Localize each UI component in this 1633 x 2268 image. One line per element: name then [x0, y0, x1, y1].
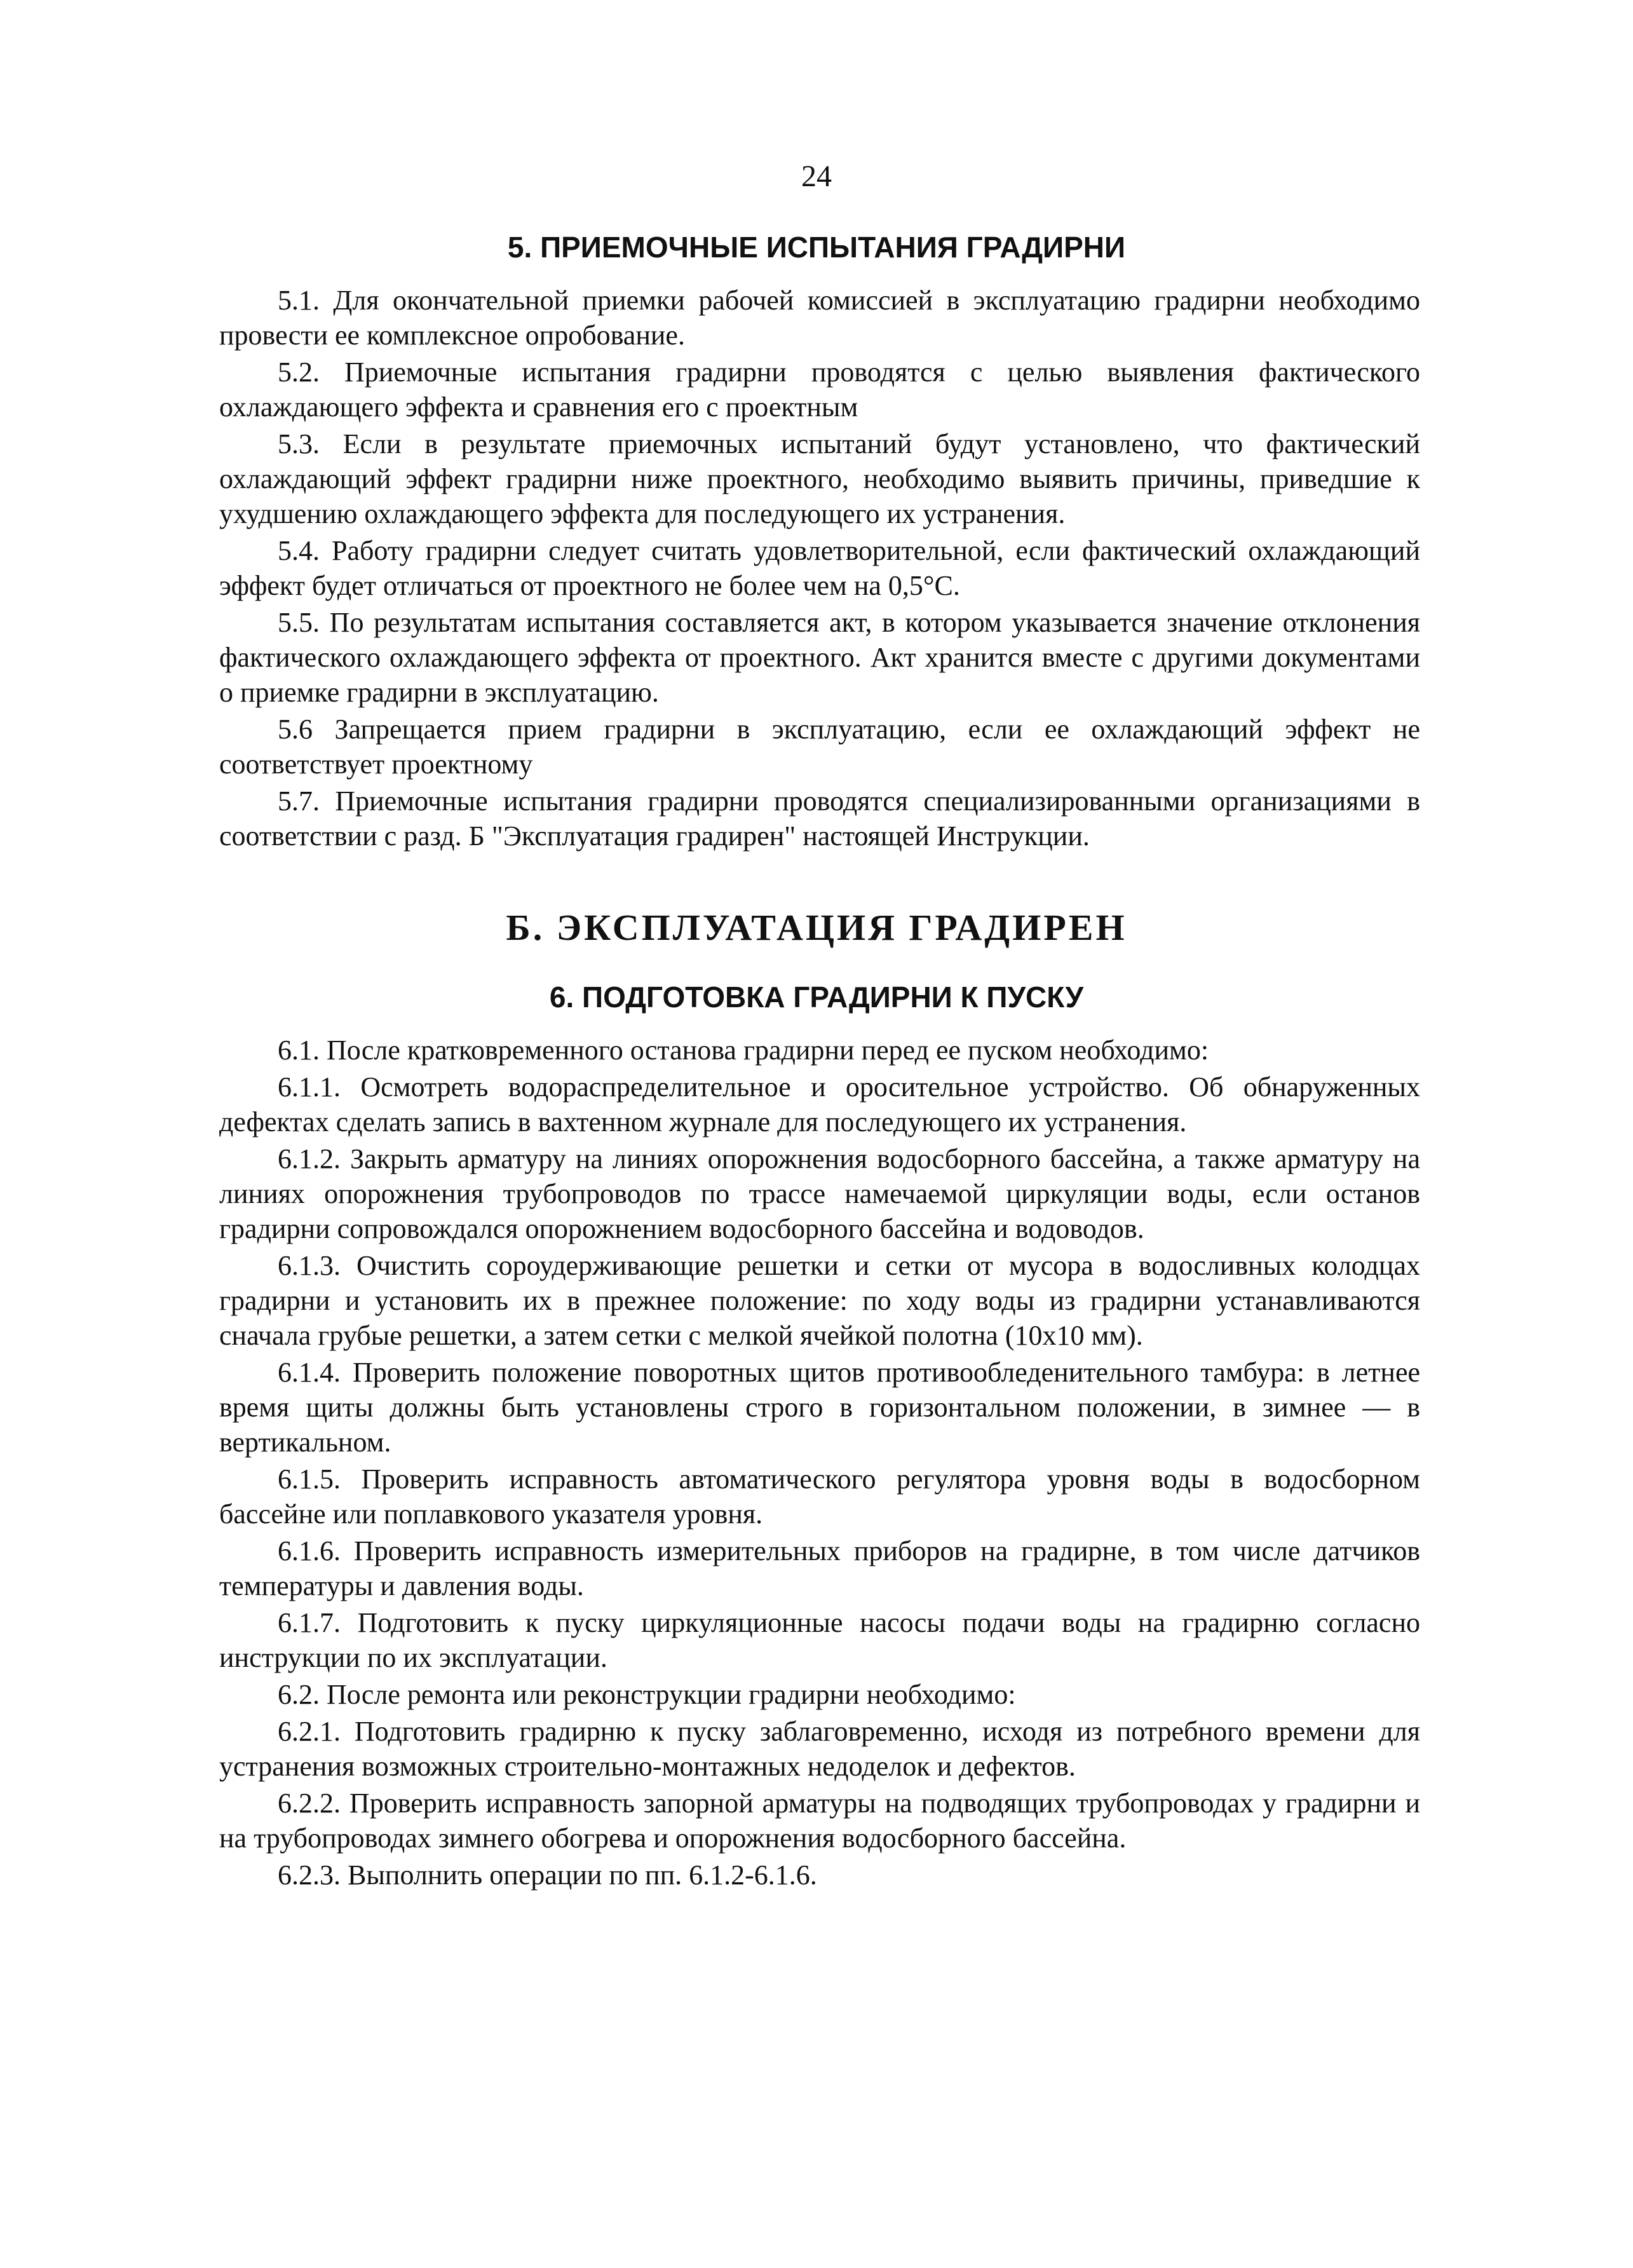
paragraph-6-1-1: 6.1.1. Осмотреть водораспределительное и оросительное устройство. Об обнаруженных дефектах сделать запись в вахтенном журнале для последующего их устранения. — [219, 1071, 1420, 1137]
section-5-body — [219, 283, 1420, 855]
paragraph-5-3: 5.3. Если в результате приемочных испытаний будут установлено, что фактический охлаждающий эффект градирни ниже проектного, необходимо выявить причины, приведшие к ухудшению охлаждающего эффекта для последующего их устранения. — [219, 428, 1420, 529]
paragraph-6-1: 6.1. После кратковременного останова градирни перед ее пуском необходимо: — [278, 1035, 1209, 1066]
paragraph-5-7: 5.7. Приемочные испытания градирни проводятся специализированными организациями в соответствии с разд. Б "Эксплуатация градирен" настоящей Инструкции. — [219, 785, 1420, 852]
paragraph-6-1-6: 6.1.6. Проверить исправность измерительных приборов на градирне, в том числе датчиков температуры и давления воды. — [219, 1535, 1420, 1601]
paragraph-5-6: 5.6 Запрещается прием градирни в эксплуатацию, если ее охлаждающий эффект не соответствует проектному — [219, 714, 1420, 780]
section-5-heading: 5. ПРИЕМОЧНЫЕ ИСПЫТАНИЯ ГРАДИРНИ — [507, 231, 1126, 264]
paragraph-6-1-4: 6.1.4. Проверить положение поворотных щитов противообледенительного тамбура: в летнее время щиты должны быть установлены строго в горизонтальном положении, в зимнее — в вертикальном. — [219, 1357, 1420, 1458]
paragraph-6-1-7: 6.1.7. Подготовить к пуску циркуляционные насосы подачи воды на градирню согласно инструкции по их эксплуатации. — [219, 1607, 1420, 1673]
section-6-body — [219, 1033, 1420, 1894]
part-b-heading: Б. ЭКСПЛУАТАЦИЯ ГРАДИРЕН — [506, 907, 1127, 948]
paragraph-6-2-2: 6.2.2. Проверить исправность запорной арматуры на подводящих трубопроводах у градирни и на трубопроводах зимнего обогрева и опорожнения водосборного бассейна. — [219, 1788, 1420, 1854]
paragraph-5-5: 5.5. По результатам испытания составляется акт, в котором указывается значение отклонения фактического охлаждающего эффекта от проектного. Акт хранится вместе с другими документами о приемке градирни в эксплуатацию. — [219, 607, 1420, 708]
paragraph-5-1: 5.1. Для окончательной приемки рабочей комиссией в эксплуатацию градирни необходимо провести ее комплексное опробование. — [219, 285, 1420, 351]
paragraph-6-2-3: 6.2.3. Выполнить операции по пп. 6.1.2-6.1.6. — [278, 1859, 817, 1891]
paragraph-6-1-5: 6.1.5. Проверить исправность автоматического регулятора уровня воды в водосборном бассейне или поплавкового указателя уровня. — [219, 1463, 1420, 1530]
paragraph-6-1-3: 6.1.3. Очистить сороудерживающие решетки и сетки от мусора в водосливных колодцах градирни и установить их в прежнее положение: по ходу воды из градирни устанавливаются сначала грубые решетки, а затем сетки с мелкой ячейкой полотна (10х10 мм). — [219, 1250, 1420, 1351]
paragraph-5-2: 5.2. Приемочные испытания градирни проводятся с целью выявления фактического охлаждающего эффекта и сравнения его с проектным — [219, 356, 1420, 423]
paragraph-6-2-1: 6.2.1. Подготовить градирню к пуску заблаговременно, исходя из потребного времени для устранения возможных строительно-монтажных недоделок и дефектов. — [219, 1716, 1420, 1782]
paragraph-6-2: 6.2. После ремонта или реконструкции градирни необходимо: — [278, 1679, 1016, 1710]
page-number: 24 — [801, 160, 832, 193]
paragraph-6-1-2: 6.1.2. Закрыть арматуру на линиях опорожнения водосборного бассейна, а также арматуру на линиях опорожнения трубопроводов по трассе намечаемой циркуляции воды, если останов градирни сопровождался опорожнением водосборного бассейна и водоводов. — [219, 1143, 1420, 1244]
paragraph-5-4: 5.4. Работу градирни следует считать удовлетворительной, если фактический охлаждающий эффект будет отличаться от проектного не более чем на 0,5°С. — [219, 535, 1420, 601]
section-6-heading: 6. ПОДГОТОВКА ГРАДИРНИ К ПУСКУ — [549, 981, 1084, 1014]
